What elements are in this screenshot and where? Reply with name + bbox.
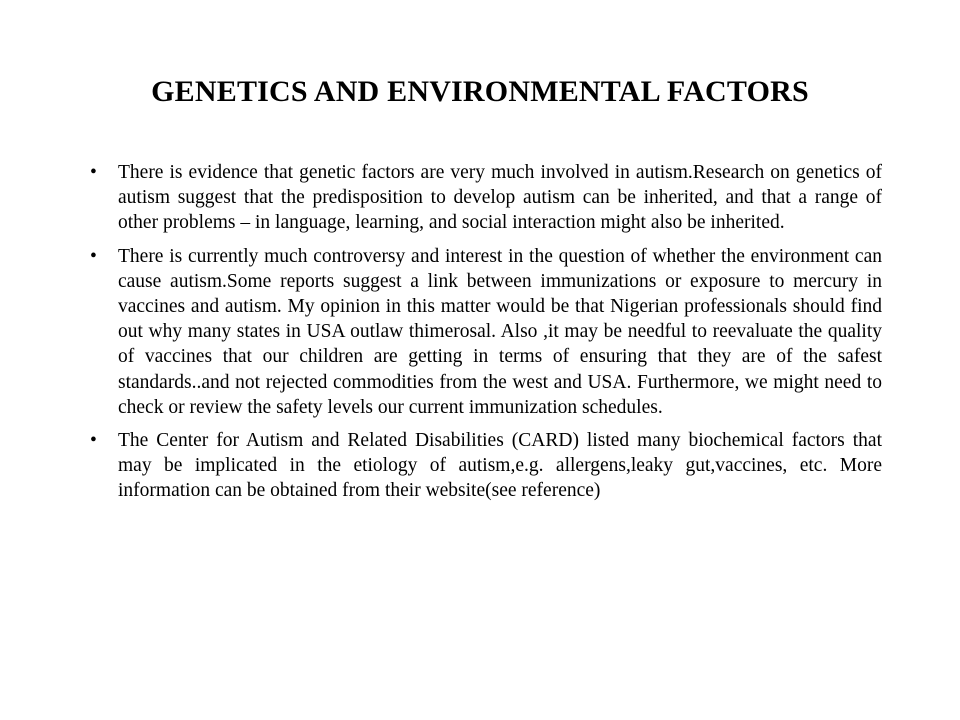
bullet-item-card: [90, 428, 882, 504]
bullet-icon: •: [90, 430, 97, 452]
slide-title: GENETICS AND ENVIRONMENTAL FACTORS: [151, 75, 809, 108]
bullet-item-genetics: [90, 160, 882, 236]
bullet-icon: •: [90, 162, 97, 183]
bullet-text: The Center for Autism and Related Disabilities (CARD) listed many biochemical factors that may be implicated in the etiology of autism,e.g. allergens,leaky gut,vaccines, etc. More information can be obtained from their website(see reference): [118, 430, 882, 502]
bullet-item-environment: [90, 244, 882, 420]
bullet-list: [90, 160, 882, 512]
bullet-text: There is currently much controversy and interest in the question of whether the environment can cause autism.Some reports suggest a link between immunizations or exposure to mercury in vaccines and autism. My opinion in this matter would be that Nigerian professionals should find out why many states in USA outlaw thimerosal. Also ,it may be needful to reevaluate the quality of vaccines that our children are getting in terms of ensuring that they are of the safest standards..and not rejected commodities from the west and USA. Furthermore, we might need to check or review the safety levels our current immunization schedules.: [118, 245, 882, 418]
bullet-icon: •: [90, 245, 97, 267]
bullet-text: There is evidence that genetic factors are very much involved in autism.Research on genetics of autism suggest that the predisposition to develop autism can be inherited, and that a range of other problems – in language, learning, and social interaction might also be inherited.: [118, 162, 882, 234]
